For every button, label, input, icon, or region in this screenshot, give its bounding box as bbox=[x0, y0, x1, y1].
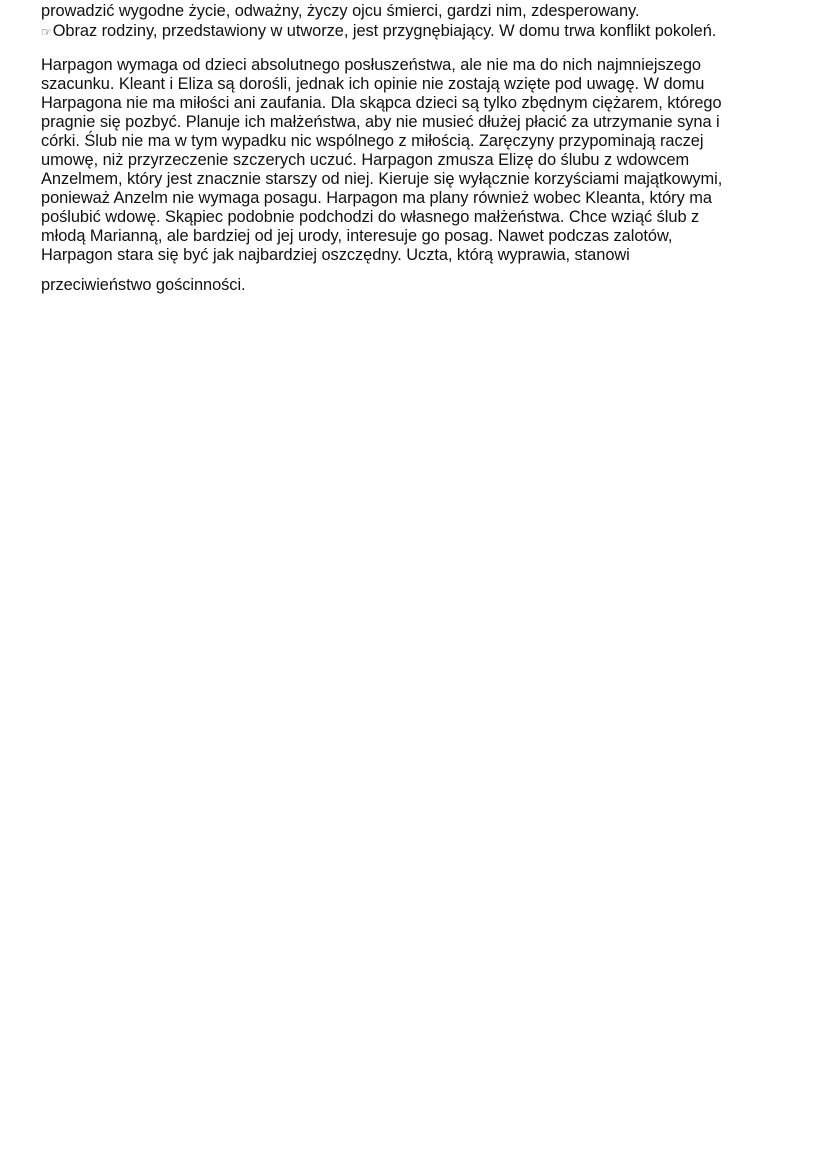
paragraph-line: ponieważ Anzelm nie wymaga posagu. Harpagon ma plany również wobec Kleanta, który ma bbox=[41, 189, 712, 207]
paragraph-line: pragnie się pozbyć. Planuje ich małżeństwa, aby nie musieć dłużej płacić za utrzymanie syna i bbox=[41, 113, 720, 131]
paragraph-last-line: przeciwieństwo gościnności. bbox=[41, 276, 246, 294]
intro-line-2 bbox=[41, 22, 716, 41]
paragraph-line: Harpagona nie ma miłości ani zaufania. Dla skąpca dzieci są tylko zbędnym ciężarem, którego bbox=[41, 94, 722, 112]
intro-line-1: prowadzić wygodne życie, odważny, życzy ojcu śmierci, gardzi nim, zdesperowany. bbox=[41, 2, 640, 20]
paragraph-line: młodą Marianną, ale bardziej od jej urody, interesuje go posag. Nawet podczas zalotów, bbox=[41, 227, 673, 245]
paragraph-line: poślubić wdowę. Skąpiec podobnie podchodzi do własnego małżeństwa. Chce wziąć ślub z bbox=[41, 208, 700, 226]
paragraph-line: Harpagon stara się być jak najbardziej oszczędny. Uczta, którą wyprawia, stanowi bbox=[41, 246, 630, 264]
paragraph-line: szacunku. Kleant i Eliza są dorośli, jednak ich opinie nie zostają wzięte pod uwagę. W domu bbox=[41, 75, 705, 93]
pointing-hand-icon: ☞ bbox=[41, 25, 52, 39]
intro-line-2-text: Obraz rodziny, przedstawiony w utworze, jest przygnębiający. W domu trwa konflikt pokoleń. bbox=[52, 22, 717, 40]
paragraph-line: Anzelmem, który jest znacznie starszy od niej. Kieruje się wyłącznie korzyściami majątkowymi, bbox=[41, 170, 723, 188]
paragraph-line: Harpagon wymaga od dzieci absolutnego posłuszeństwa, ale nie ma do nich najmniejszego bbox=[41, 56, 701, 74]
paragraph-line: umowę, niż przyrzeczenie szczerych uczuć. Harpagon zmusza Elizę do ślubu z wdowcem bbox=[41, 151, 690, 169]
paragraph-line: córki. Ślub nie ma w tym wypadku nic wspólnego z miłością. Zaręczyny przypominają raczej bbox=[41, 132, 704, 150]
